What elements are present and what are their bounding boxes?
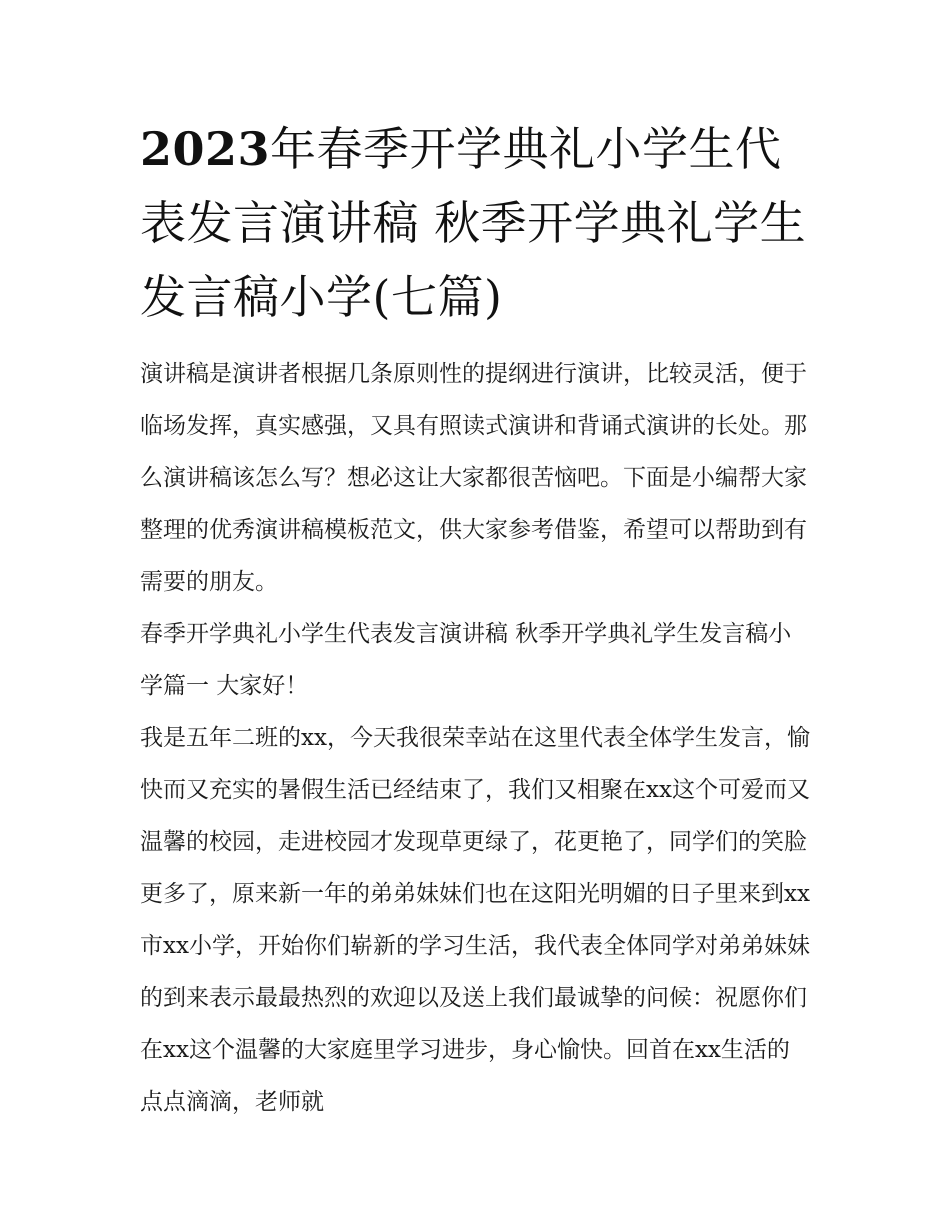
intro-paragraph: 演讲稿是演讲者根据几条原则性的提纲进行演讲，比较灵活，便于临场发挥，真实感强，又具有照读式演讲和背诵式演讲的长处。那么演讲稿该怎么写？想必这让大家都很苦恼吧。下面是小编帮大家整理的优秀演讲稿模板范文，供大家参考借鉴，希望可以帮助到有需要的朋友。 xyxy=(140,361,807,595)
document-title xyxy=(140,112,812,334)
title-text: 年春季开学典礼小学生代表发言演讲稿 秋季开学典礼学生发言稿小学(七篇) xyxy=(140,122,807,324)
title-year: 2023 xyxy=(140,122,271,176)
speech-paragraph: 我是五年二班的xx，今天我很荣幸站在这里代表全体学生发言，愉快而又充实的暑假生活已经结束了，我们又相聚在xx这个可爱而又温馨的校园，走进校园才发现草更绿了，花更艳了，同学们的笑脸更多了，原来新一年的弟弟妹妹们也在这阳光明媚的日子里来到xx市xx小学，开始你们崭新的学习生活，我代表全体同学对弟弟妹妹的到来表示最最热烈的欢迎以及送上我们最诚挚的问候：祝愿你们在xx这个温馨的大家庭里学习进步，身心愉快。回首在xx生活的点点滴滴，老师就 xyxy=(140,725,810,1115)
document-content xyxy=(140,112,812,1128)
section-heading-paragraph: 春季开学典礼小学生代表发言演讲稿 秋季开学典礼学生发言稿小学篇一 大家好！ xyxy=(140,621,792,699)
document-body xyxy=(140,348,812,1128)
